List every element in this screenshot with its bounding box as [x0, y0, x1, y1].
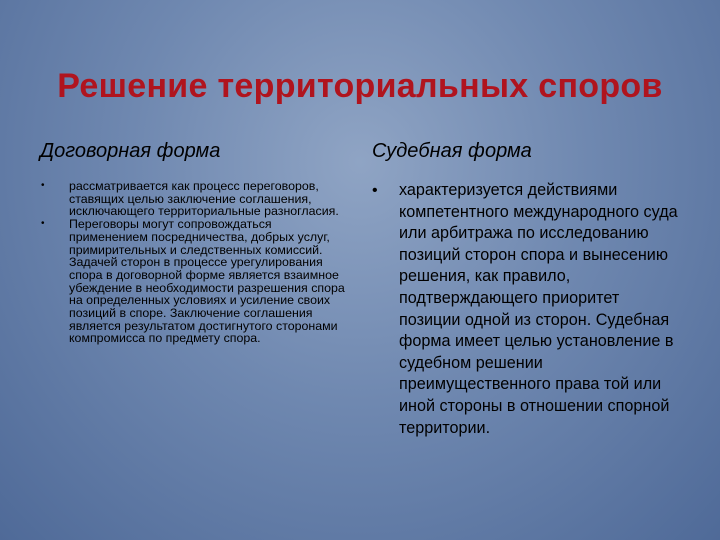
slide-title: Решение территориальных споров — [57, 66, 663, 105]
list-item — [40, 218, 345, 345]
contractual-form-heading: Договорная форма — [40, 140, 221, 162]
bullet-icon: • — [372, 182, 378, 199]
list-item-text: характеризуется действиями компетентного международного суда или арбитража по исследованию позиций сторон спора и вынесению решения, как правило, подтверждающего приоритет позиции одной из сторон. Судебная форма имеет целью установление в судебном решении преимущественного права той или иной стороны в отношении спорной территории. — [399, 181, 678, 437]
list-item-text: Переговоры могут сопровождаться применением посредничества, добрых услуг, примирительных и следственных комиссий. Задачей сторон в процессе урегулирования спора в договорной форме является взаимное убеждение в необходимости разрешения спора на определенных условиях и усиление своих позиций в споре. Заключение соглашения является результатом достигнутого сторонами компромисса по предмету спора. — [69, 217, 345, 346]
list-item — [40, 180, 345, 218]
contractual-form-column — [40, 140, 345, 345]
list-item-text: рассматривается как процесс переговоров, ставящих целью заключение соглашения, исключающего территориальные разногласия. — [69, 179, 339, 219]
judicial-form-list — [372, 180, 682, 439]
list-item — [372, 180, 682, 439]
bullet-icon: • — [41, 218, 45, 230]
bullet-icon: • — [41, 180, 45, 191]
judicial-form-column — [372, 140, 682, 439]
judicial-form-heading: Судебная форма — [372, 140, 532, 162]
contractual-form-list — [40, 180, 345, 345]
